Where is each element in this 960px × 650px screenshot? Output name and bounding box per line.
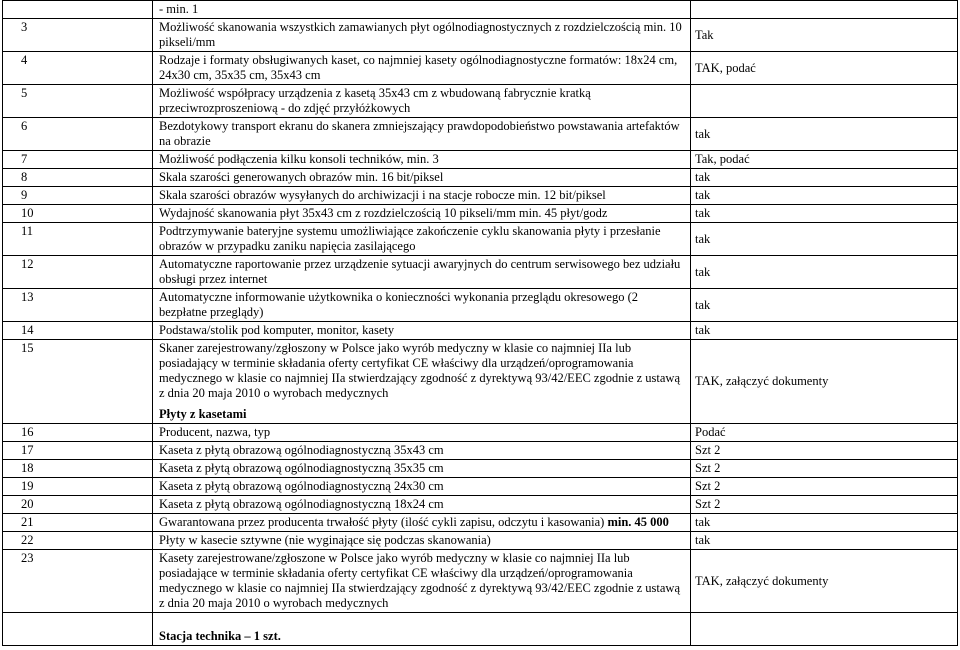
row-val: tak	[691, 532, 958, 550]
row-num: 19	[3, 478, 153, 496]
row-num: 20	[3, 496, 153, 514]
table-row	[3, 340, 958, 424]
row-num-cell	[3, 1, 153, 19]
row-val: tak	[691, 256, 958, 289]
row-num: 23	[3, 550, 153, 613]
table-row	[3, 550, 958, 613]
footer-desc-cell	[153, 613, 691, 646]
table-row	[3, 1, 958, 19]
row-desc-with-section	[153, 340, 691, 424]
row-num: 6	[3, 118, 153, 151]
table-row	[3, 85, 958, 118]
table-row	[3, 514, 958, 532]
row-val: Tak	[691, 19, 958, 52]
row-num: 5	[3, 85, 153, 118]
footer-val-cell	[691, 613, 958, 646]
row-num: 11	[3, 223, 153, 256]
row-desc: Możliwość skanowania wszystkich zamawianych płyt ogólnodiagnostycznych z rozdzielczością min. 10 pikseli/mm	[153, 19, 691, 52]
table-row	[3, 289, 958, 322]
row-desc-bold: min. 45 000	[607, 515, 669, 529]
row-val: TAK, załączyć dokumenty	[691, 550, 958, 613]
row-val: tak	[691, 118, 958, 151]
row-desc: Skaner zarejestrowany/zgłoszony w Polsce jako wyrób medyczny w klasie co najmniej IIa lub posiadający w terminie składania oferty certyfikat CE właściwy dla urządzeń/oprogramowania medycznego w klasie co najmniej IIa stwierdzający zgodność z dyrektywą 93/42/EEC zgodnie z ustawą z dnia 20 maja 2010 o wyrobach medycznych	[159, 341, 680, 400]
row-desc: Kaseta z płytą obrazową ogólnodiagnostyczną 24x30 cm	[153, 478, 691, 496]
table-row	[3, 442, 958, 460]
row-val-cell	[691, 1, 958, 19]
row-num: 13	[3, 289, 153, 322]
row-desc: Skala szarości generowanych obrazów min. 16 bit/piksel	[153, 169, 691, 187]
row-num: 14	[3, 322, 153, 340]
row-val: tak	[691, 289, 958, 322]
row-desc: Podtrzymywanie bateryjne systemu umożliwiające zakończenie cyklu skanowania płyty i przesłanie obrazów w przypadku zaniku napięcia zasilającego	[153, 223, 691, 256]
row-desc: Kaseta z płytą obrazową ogólnodiagnostyczną 18x24 cm	[153, 496, 691, 514]
table-row	[3, 118, 958, 151]
row-num: 17	[3, 442, 153, 460]
row-val	[691, 85, 958, 118]
row-val: TAK, podać	[691, 52, 958, 85]
row-desc: Podstawa/stolik pod komputer, monitor, kasety	[153, 322, 691, 340]
table-row	[3, 19, 958, 52]
specification-table	[2, 0, 958, 646]
row-num: 7	[3, 151, 153, 169]
section-title: Płyty z kasetami	[159, 407, 247, 421]
table-row	[3, 532, 958, 550]
row-val: Szt 2	[691, 460, 958, 478]
row-desc-plain: Gwarantowana przez producenta trwałość płyty (ilość cykli zapisu, odczytu i kasowania)	[159, 515, 608, 529]
row-val: tak	[691, 205, 958, 223]
row-val: Szt 2	[691, 442, 958, 460]
table-row	[3, 478, 958, 496]
table-row	[3, 187, 958, 205]
row-desc: Możliwość podłączenia kilku konsoli techników, min. 3	[153, 151, 691, 169]
row-desc: Kaseta z płytą obrazową ogólnodiagnostyczną 35x43 cm	[153, 442, 691, 460]
table-row	[3, 223, 958, 256]
row-desc: Bezdotykowy transport ekranu do skanera zmniejszający prawdopodobieństwo powstawania artefaktów na obrazie	[153, 118, 691, 151]
row-desc: Kaseta z płytą obrazową ogólnodiagnostyczną 35x35 cm	[153, 460, 691, 478]
row-num: 9	[3, 187, 153, 205]
table-row	[3, 460, 958, 478]
row-num: 22	[3, 532, 153, 550]
row-desc: Producent, nazwa, typ	[153, 424, 691, 442]
table-row	[3, 322, 958, 340]
row-num: 4	[3, 52, 153, 85]
row-num: 10	[3, 205, 153, 223]
row-val: tak	[691, 223, 958, 256]
row-val: Szt 2	[691, 478, 958, 496]
row-desc: Automatyczne informowanie użytkownika o konieczności wykonania przeglądu okresowego (2 bezpłatne przeglądy)	[153, 289, 691, 322]
table-row	[3, 52, 958, 85]
row-desc: Automatyczne raportowanie przez urządzenie sytuacji awaryjnych do centrum serwisowego bez udziału obsługi przez internet	[153, 256, 691, 289]
table-row	[3, 256, 958, 289]
footer-num-cell	[3, 613, 153, 646]
row-val: tak	[691, 187, 958, 205]
row-val: Podać	[691, 424, 958, 442]
row-num: 3	[3, 19, 153, 52]
table-row	[3, 151, 958, 169]
row-desc: Skala szarości obrazów wysyłanych do archiwizacji i na stacje robocze min. 12 bit/piksel	[153, 187, 691, 205]
row-val: TAK, załączyć dokumenty	[691, 340, 958, 424]
table-row	[3, 496, 958, 514]
footer-title: Stacja technika – 1 szt.	[159, 629, 281, 643]
row-desc: Kasety zarejestrowane/zgłoszone w Polsce jako wyrób medyczny w klasie co najmniej IIa lub posiadające w terminie składania oferty certyfikat CE właściwy dla urządzeń/oprogramowania medycznego w klasie co najmniej IIa stwierdzający zgodność z dyrektywą 93/42/EEC zgodnie z ustawą z dnia 20 maja 2010 o wyrobach medycznych	[153, 550, 691, 613]
row-desc-cell: - min. 1	[153, 1, 691, 19]
row-val: Tak, podać	[691, 151, 958, 169]
table-row	[3, 169, 958, 187]
row-desc: Możliwość współpracy urządzenia z kasetą 35x43 cm z wbudowaną fabrycznie kratką przeciwrozproszeniową - do zdjęć przyłóżkowych	[153, 85, 691, 118]
row-num: 18	[3, 460, 153, 478]
row-num: 21	[3, 514, 153, 532]
row-desc: Wydajność skanowania płyt 35x43 cm z rozdzielczością 10 pikseli/mm min. 45 płyt/godz	[153, 205, 691, 223]
row-val: Szt 2	[691, 496, 958, 514]
table-row	[3, 205, 958, 223]
table-row	[3, 613, 958, 646]
row-val: tak	[691, 322, 958, 340]
row-desc	[153, 514, 691, 532]
row-desc: Rodzaje i formaty obsługiwanych kaset, co najmniej kasety ogólnodiagnostyczne formatów: 18x24 cm, 24x30 cm, 35x35 cm, 35x43 cm	[153, 52, 691, 85]
row-val: tak	[691, 169, 958, 187]
row-val: tak	[691, 514, 958, 532]
table-row	[3, 424, 958, 442]
row-num: 16	[3, 424, 153, 442]
row-num: 12	[3, 256, 153, 289]
row-desc: Płyty w kasecie sztywne (nie wyginające się podczas skanowania)	[153, 532, 691, 550]
row-num: 15	[3, 340, 153, 424]
row-num: 8	[3, 169, 153, 187]
